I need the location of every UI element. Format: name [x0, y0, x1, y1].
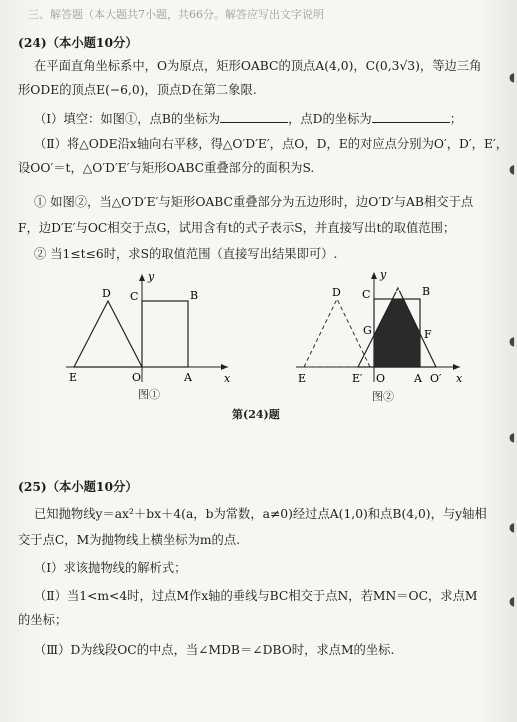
- fig1-triangle-ode: [74, 301, 142, 367]
- q24-figure-label: 第(24)题: [232, 408, 280, 421]
- fig2-caption: 图②: [372, 390, 394, 403]
- edge-mark: ◖: [509, 334, 516, 348]
- edge-mark: ◖: [509, 520, 516, 534]
- fig1-label-x: x: [224, 372, 231, 385]
- fig2-label-op: O′: [430, 372, 442, 385]
- fig1-x-arrow: [221, 364, 228, 370]
- fig1-label-c: C: [130, 290, 139, 303]
- figure-2: [290, 268, 470, 390]
- q25-part3: （Ⅲ）D为线段OC的中点，当∠MDB＝∠DBO时，求点M的坐标.: [34, 643, 395, 657]
- fig2-label-d: D: [332, 286, 341, 299]
- fig1-y-arrow: [139, 274, 145, 281]
- q25-part1: （Ⅰ）求该抛物线的解析式；: [34, 561, 187, 575]
- q25-line1: 已知抛物线y＝ax²＋bx＋4(a，b为常数，a≠0)经过点A(1,0)和点B(4,0)，与y轴相: [34, 507, 487, 521]
- q24-line1: 在平面直角坐标系中，O为原点，矩形OABC的顶点A(4,0)，C(0,3√3)，等边三角: [34, 59, 482, 73]
- q25-line2: 交于点C，M为抛物线上横坐标为m的点.: [18, 533, 241, 547]
- q24-line2: 形ODE的顶点E(−6,0)，顶点D在第二象限.: [18, 83, 257, 97]
- fig2-label-dp: D′: [392, 282, 404, 295]
- edge-mark: ◖: [509, 594, 516, 608]
- q24-part1-a: （Ⅰ）填空：如图①，点B的坐标为: [34, 112, 221, 126]
- fig2-label-g: G: [363, 324, 372, 337]
- fig2-x-arrow: [453, 364, 460, 370]
- q24-part2-line1: （Ⅱ）将△ODE沿x轴向右平移，得△O′D′E′，点O，D，E的对应点分别为O′，D′，E′，: [34, 137, 509, 151]
- q24-sub2: ② 当1≤t≤6时，求S的取值范围（直接写出结果即可）.: [34, 247, 338, 261]
- fig2-label-x: x: [456, 372, 463, 385]
- q25-part2-line2: 的坐标；: [18, 613, 68, 627]
- q25-title: (25)（本小题10分）: [18, 479, 138, 494]
- page-header: 三、解答题（本大题共7小题，共66分。解答应写出文字说明: [28, 8, 324, 21]
- q24-part2-line2: 设OO′＝t，△O′D′E′与矩形OABC重叠部分的面积为S.: [18, 161, 315, 175]
- binding-edge: [507, 0, 517, 722]
- edge-mark: ◖: [509, 70, 516, 84]
- fig2-label-a: A: [414, 372, 422, 385]
- answer-blank-b[interactable]: [220, 110, 288, 123]
- figure-1: [60, 270, 240, 390]
- q24-sub1-line2: F，边D′E′与OC相交于点G，试用含有t的式子表示S，并直接写出t的取值范围；: [18, 221, 456, 235]
- fig2-label-b: B: [422, 285, 431, 298]
- fig2-shaded-overlap: [374, 299, 420, 367]
- q24-title: (24)（本小题10分）: [18, 35, 138, 50]
- fig2-triangle-ode-original: [304, 299, 370, 367]
- fig2-label-c: C: [362, 288, 371, 301]
- q24-part1-c: ；: [449, 112, 463, 126]
- fig2-label-ep: E′: [352, 372, 363, 385]
- q24-part1-b: ，点D的坐标为: [288, 112, 372, 126]
- fig2-label-f: F: [424, 328, 432, 341]
- fig2-y-arrow: [371, 272, 377, 279]
- fig1-rectangle-oabc: [142, 301, 188, 367]
- answer-blank-d[interactable]: [372, 110, 450, 123]
- q24-sub1-line1: ① 如图②，当△O′D′E′与矩形OABC重叠部分为五边形时，边O′D′与AB相交于点: [34, 195, 474, 209]
- fig2-label-o: O: [376, 372, 386, 385]
- fig1-label-a: A: [184, 371, 192, 384]
- fig1-label-d: D: [102, 287, 111, 300]
- fig2-label-e: E: [298, 372, 307, 385]
- fig1-caption: 图①: [138, 388, 160, 401]
- edge-mark: ◖: [509, 430, 516, 444]
- fig2-label-y: y: [380, 268, 387, 281]
- fig1-label-y: y: [148, 270, 155, 283]
- q25-part2-line1: （Ⅱ）当1<m<4时，过点M作x轴的垂线与BC相交于点N，若MN＝OC，求点M: [34, 589, 478, 603]
- fig1-label-o: O: [132, 371, 142, 384]
- edge-mark: ◖: [509, 162, 516, 176]
- q24-part1: [34, 110, 517, 128]
- fig1-label-b: B: [190, 289, 199, 302]
- fig1-label-e: E: [69, 371, 78, 384]
